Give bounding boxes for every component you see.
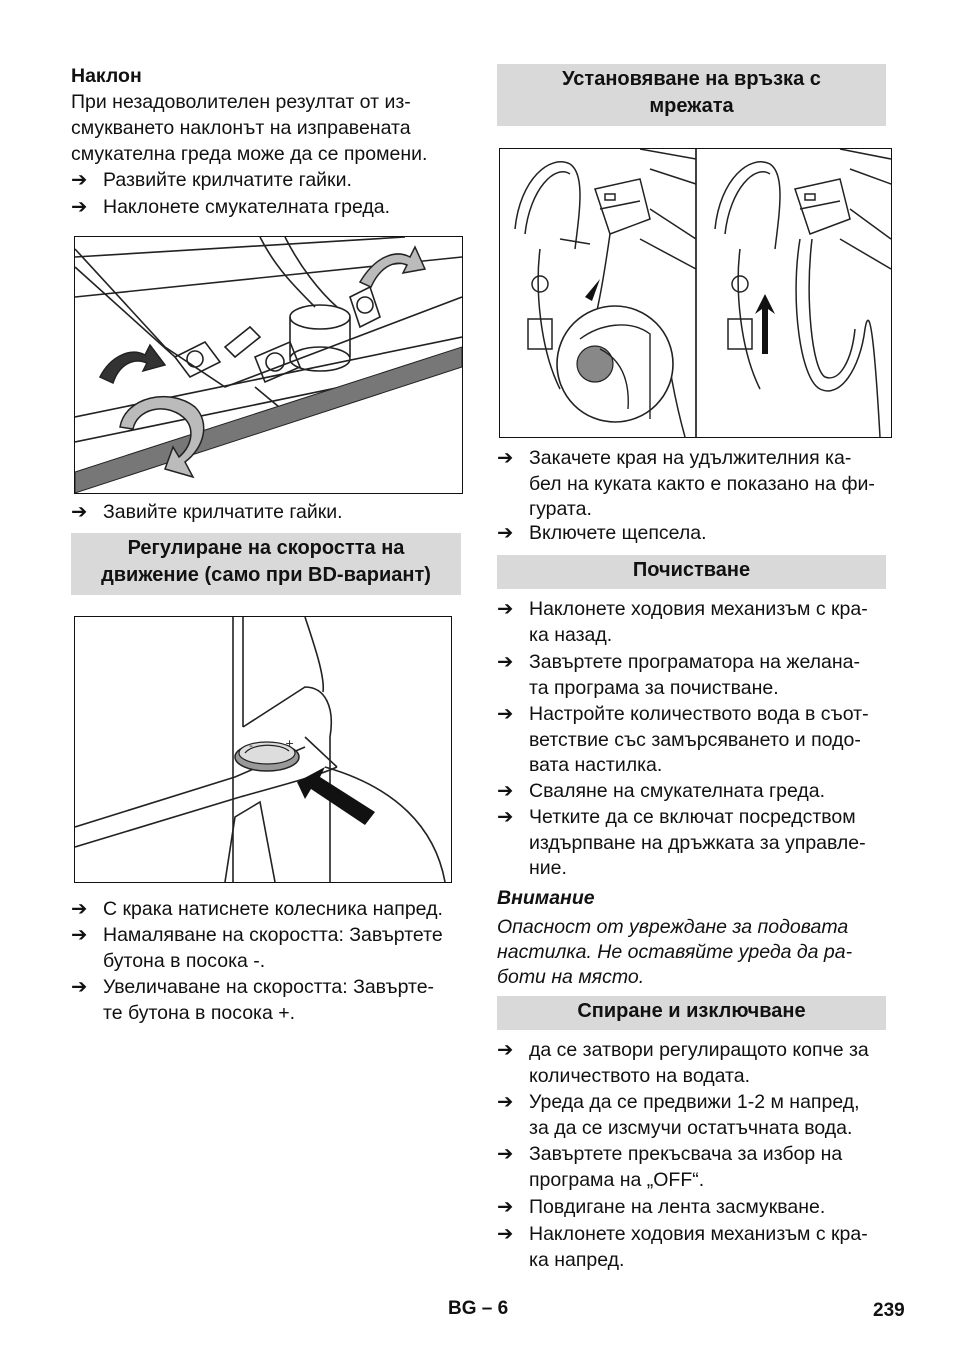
mains-heading: Установяване на връзка с мрежата [497,64,886,126]
caution-text-line: настилка. Не оставяйте уреда да ра- [497,941,853,963]
caution-title: Внимание [497,887,595,909]
page-number: 239 [873,1300,905,1321]
arrow-icon: ➔ [71,924,88,946]
arrow-icon: ➔ [497,522,514,544]
tilt-step: ➔ Наклонете смукателната греда. [71,195,390,221]
cleaning-step: ➔ Четките да се включат посредством издърпване на дръжката за управле- ние. [497,806,866,879]
arrow-icon: ➔ [71,501,88,523]
arrow-icon: ➔ [497,651,514,673]
speed-knob-illustration [75,617,451,882]
arrow-icon: ➔ [497,1223,514,1245]
tilt-text-line: смукателна греда може да се промени. [71,143,428,165]
cleaning-step: ➔ Завъртете програматора на желана- та програма за почистване. [497,651,860,699]
svg-text:-: - [249,739,253,752]
arrow-icon: ➔ [497,806,514,828]
tilt-step: ➔ Развийте крилчатите гайки. [71,168,352,194]
arrow-icon: ➔ [497,1143,514,1165]
stop-step: ➔ Повдигане на лента засмукване. [497,1195,825,1221]
arrow-icon: ➔ [71,169,88,191]
speed-step: ➔ Намаляване на скоростта: Завъртете бутона в посока -. [71,924,443,972]
cleaning-step: ➔ Сваляне на смукателната греда. [497,779,825,805]
mains-step: ➔ Закачете края на удължителния ка- бел на куката както е показано на фи- гурата. [497,447,875,520]
cleaning-heading: Почистване [497,555,886,589]
arrow-icon: ➔ [71,976,88,998]
arrow-icon: ➔ [497,447,514,469]
speed-heading: Регулиране на скоростта на движение (само при BD-вариант) [71,533,461,595]
mains-step: ➔ Включете щепсела. [497,521,706,547]
stop-step: ➔ да се затвори регулиращото копче за количеството на водата. [497,1039,869,1087]
stop-step: ➔ Наклонете ходовия механизъм с кра- ка напред. [497,1223,868,1271]
arrow-icon: ➔ [497,1091,514,1113]
cable-hook-illustration [500,149,891,437]
speed-knob-figure [74,616,452,883]
arrow-icon: ➔ [497,1196,514,1218]
arrow-icon: ➔ [497,1039,514,1061]
cable-hook-figure [499,148,892,438]
stop-step: ➔ Уреда да се предвижи 1-2 м напред, за да се изсмучи остатъчната вода. [497,1091,860,1139]
tilt-title: Наклон [71,65,142,87]
tilt-text-line: При незадоволителен резултат от из- [71,91,411,113]
cleaning-step: ➔ Настройте количеството вода в съот- ветствие със замърсяването и подо- вата настилка. [497,703,869,776]
stop-step: ➔ Завъртете прекъсвача за избор на програма на „OFF“. [497,1143,843,1191]
arrow-icon: ➔ [71,898,88,920]
caution-text-line: Опасност от увреждане за подовата [497,916,849,938]
suction-bar-illustration [75,237,462,493]
arrow-icon: ➔ [497,703,514,725]
stop-heading: Спиране и изключване [497,996,886,1030]
arrow-icon: ➔ [71,196,88,218]
suction-bar-figure [74,236,463,494]
tilt-text-line: смукването наклонът на изправената [71,117,411,139]
cleaning-step: ➔ Наклонете ходовия механизъм с кра- ка назад. [497,598,868,646]
svg-text:+: + [285,737,295,750]
tilt-after-step: ➔ Завийте крилчатите гайки. [71,500,343,526]
caution-text-line: боти на място. [497,966,645,988]
speed-step: ➔ Увеличаване на скоростта: Завърте- те бутона в посока +. [71,976,435,1024]
arrow-icon: ➔ [497,780,514,802]
speed-step: ➔ С крака натиснете колесника напред. [71,897,443,923]
arrow-icon: ➔ [497,598,514,620]
footer-lang-page: BG – 6 [448,1298,509,1319]
